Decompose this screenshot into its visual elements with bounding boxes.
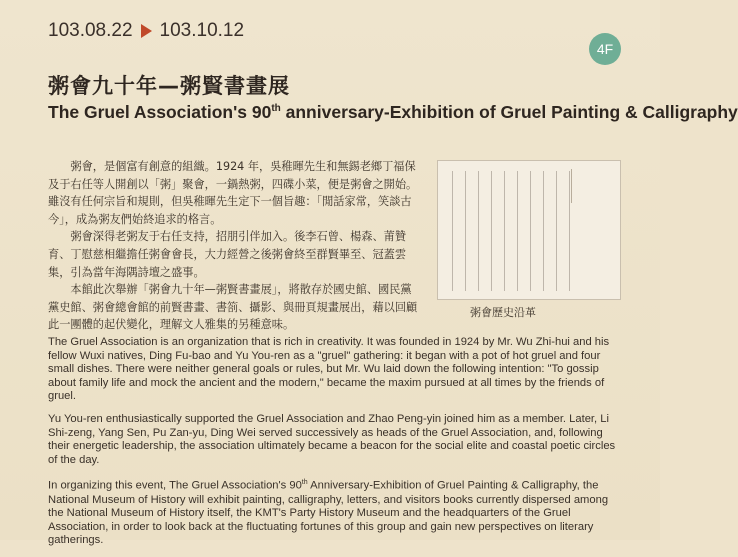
chinese-paragraph: 粥會，是個富有創意的組織。1924 年，吳稚暉先生和無錫老鄉丁福保及于右任等人開創以「粥」聚會，一鍋熱粥，四碟小菜，便是粥會之開始。雖沒有任何宗旨和規則，但吳稚暉先生定下一個旨趣：「閒話家常，笑談古今」，成為粥友們始終追求的格言。	[48, 160, 418, 226]
title-chinese: 粥會九十年—粥賢書畫展	[48, 74, 290, 98]
floor-label: 4F	[596, 41, 614, 57]
english-paragraph	[48, 476, 624, 548]
calligraphy-photo	[437, 160, 621, 300]
english-paragraph: The Gruel Association is an organization that is rich in creativity. It was founded in 1924 by Mr. Wu Zhi-hui and his fellow Wuxi natives, Ding Fu-bao and Yu You-ren as a "gruel" gathering: it began with a pot of hot gruel and four small dishes. There were neither general goals or rules, but Mr. Wu laid down the following intention: "To gossip about family life and mock the ancient and the modern," became the maxim pursued at all times by the friends of gruel.	[48, 336, 610, 403]
chinese-paragraph: 本館此次舉辦「粥會九十年—粥賢書畫展」，將散存於國史館、國民黨黨史館、粥會總會館的前賢書畫、書箚、攝影、與冊頁規畫展出，藉以回顧此一團體的起伏變化，理解文人雅集的另種意味。	[48, 283, 418, 332]
title-english-part2: anniversary-Exhibition of Gruel Painting & Calligraphy	[280, 102, 738, 122]
title-english-part1: The Gruel Association's 90	[48, 102, 272, 122]
calligraphy-image	[446, 171, 570, 291]
play-arrow-icon	[141, 24, 152, 38]
calligraphy-header-column	[571, 169, 612, 203]
date-end: 103.10.12	[159, 20, 245, 41]
date-start: 103.08.22	[48, 20, 133, 41]
english-text	[48, 336, 624, 557]
title-english	[48, 102, 738, 123]
photo-caption: 粥會歷史沿革	[470, 306, 536, 319]
title-english-sup: th	[271, 103, 281, 115]
chinese-text	[48, 158, 422, 334]
floor-badge	[589, 33, 621, 65]
exhibition-dates	[48, 20, 244, 42]
english-p3-part1: In organizing this event, The Gruel Association's 90	[48, 480, 302, 493]
english-p3-sup: th	[301, 479, 308, 487]
english-p3-part2: Anniversary-Exhibition of Gruel Painting & Calligraphy, the National Museum of History will exhibit painting, calligraphy, letters, and visitors books currently dispersed among the National Museum of History itself, the KMT's Party History Museum and the headquarters of the Gruel Association, in order to look back at the fluctuating fortunes of this group and gain new perspectives on literary gatherings.	[48, 480, 609, 547]
english-paragraph: Yu You-ren enthusiastically supported the Gruel Association and Zhao Peng-yin joined him as a member. Later, Li Shi-zeng, Yang Sen, Pu Zan-yu, Ding Wei served successively as heads of the Gruel Association, and, following their energetic leadership, the association ultimately became a beacon for the social elite and coastal poetic circles of the day.	[48, 412, 616, 466]
chinese-paragraph: 粥會深得老粥友于右任支持，招朋引伴加入。後李石曾、楊森、莆贊育、丁慰慈相繼擔任粥會會長，大力經營之後粥會終至群賢畢至、冠蓋雲集，引為當年海隅詩壇之盛事。	[48, 230, 407, 279]
